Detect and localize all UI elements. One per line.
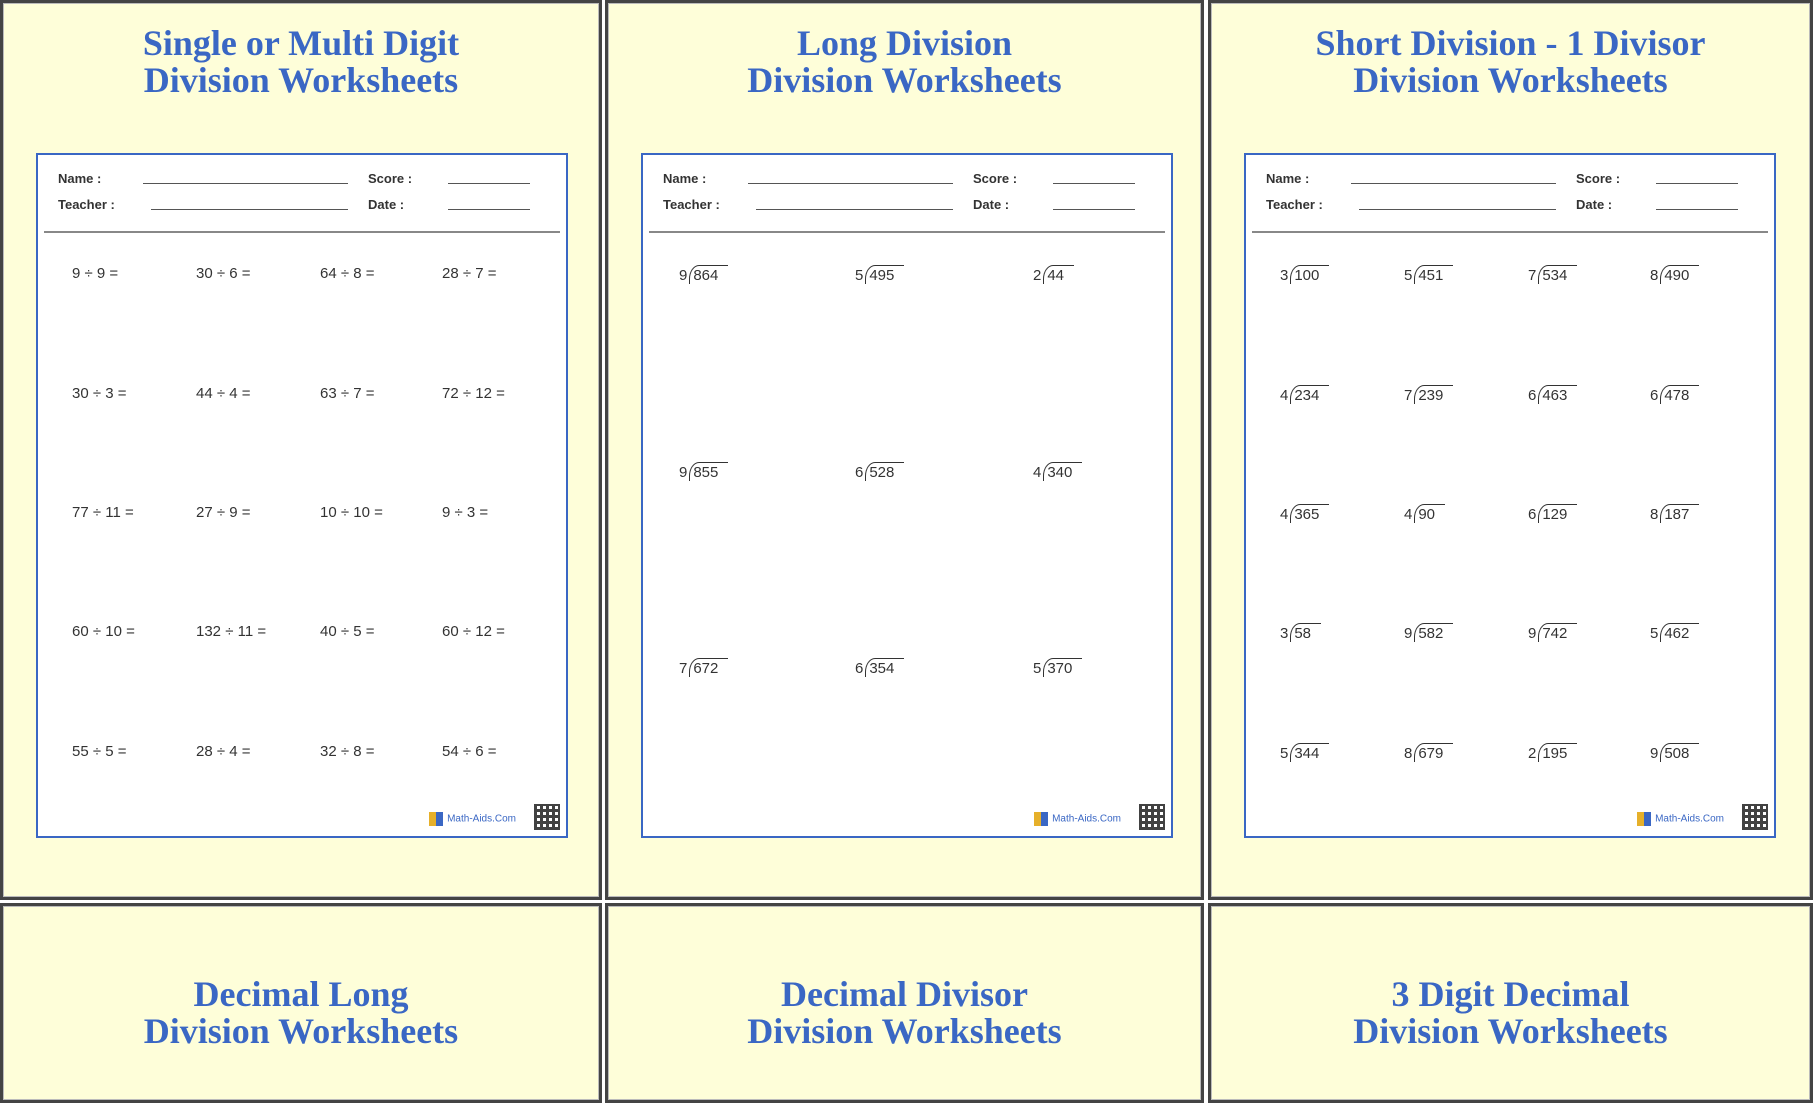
card-decimal-long	[0, 903, 602, 1103]
card-single-multi-digit	[0, 0, 602, 900]
long-division-problem	[1280, 385, 1329, 404]
long-division-problem	[1280, 623, 1321, 642]
header-separator	[44, 231, 560, 233]
long-division-problem	[679, 658, 728, 677]
long-division-problem	[1650, 265, 1699, 284]
division-problem: 30 ÷ 3 =	[72, 385, 127, 402]
math-aids-logo	[1034, 812, 1121, 826]
long-division-problem	[1650, 385, 1699, 404]
division-problem: 32 ÷ 8 =	[320, 743, 375, 760]
date-label: Date :	[368, 197, 405, 212]
dividend: 340	[1043, 462, 1082, 481]
long-division-problem	[1404, 265, 1453, 284]
dividend: 129	[1538, 504, 1577, 523]
worksheet-preview-image[interactable]	[1244, 153, 1776, 838]
long-division-problem	[679, 265, 728, 284]
card-title-line2: Division Worksheets	[143, 60, 459, 100]
divisor: 5	[1404, 267, 1413, 284]
division-problem: 64 ÷ 8 =	[320, 265, 375, 282]
divisor: 6	[1650, 387, 1659, 404]
teacher-line	[1359, 209, 1556, 210]
dividend: 864	[689, 265, 728, 284]
division-problem: 60 ÷ 10 =	[72, 623, 135, 640]
division-problem: 9 ÷ 9 =	[72, 265, 119, 282]
dividend: 855	[689, 462, 728, 481]
divisor: 5	[1280, 745, 1289, 762]
division-problem: 10 ÷ 10 =	[320, 504, 383, 521]
card-short-division	[1208, 0, 1813, 900]
divisor: 9	[1404, 625, 1413, 642]
math-aids-logo-text: Math-Aids.Com	[1052, 813, 1121, 825]
long-division-problem	[1528, 623, 1577, 642]
divisor: 6	[1528, 387, 1537, 404]
long-division-problem	[679, 462, 728, 481]
divisor: 4	[1404, 506, 1413, 523]
score-label: Score :	[368, 171, 413, 186]
long-division-problem	[1528, 265, 1577, 284]
card-title-link[interactable]	[608, 976, 1201, 1050]
date-label: Date :	[1576, 197, 1613, 212]
dividend: 239	[1414, 385, 1453, 404]
long-division-problem	[1650, 504, 1699, 523]
card-decimal-divisor	[605, 903, 1204, 1103]
long-division-problem	[1280, 504, 1329, 523]
dividend: 534	[1538, 265, 1577, 284]
divisor: 8	[1650, 267, 1659, 284]
long-division-problem	[1033, 265, 1074, 284]
division-problem: 72 ÷ 12 =	[442, 385, 505, 402]
math-aids-logo-icon	[1637, 812, 1651, 826]
long-division-problem	[1650, 623, 1699, 642]
division-problem: 28 ÷ 4 =	[196, 743, 251, 760]
divisor: 2	[1528, 745, 1537, 762]
divisor: 4	[1280, 387, 1289, 404]
divisor: 9	[1528, 625, 1537, 642]
teacher-line	[151, 209, 348, 210]
name-label: Name :	[58, 171, 102, 186]
divisor: 4	[1033, 464, 1042, 481]
teacher-label: Teacher :	[1266, 197, 1323, 212]
card-3-digit-decimal	[1208, 903, 1813, 1103]
long-division-problem	[1033, 462, 1082, 481]
long-division-problem	[1280, 265, 1329, 284]
divisor: 6	[1528, 506, 1537, 523]
card-title-link[interactable]	[3, 25, 599, 99]
divisor: 7	[679, 660, 688, 677]
card-title-link[interactable]	[608, 25, 1201, 99]
divisor: 4	[1280, 506, 1289, 523]
name-label: Name :	[1266, 171, 1310, 186]
dividend: 742	[1538, 623, 1577, 642]
teacher-line	[756, 209, 953, 210]
teacher-label: Teacher :	[663, 197, 720, 212]
qr-code-icon	[1139, 804, 1165, 830]
divisor: 9	[1650, 745, 1659, 762]
card-title-line1: Decimal Divisor	[781, 974, 1028, 1014]
card-title-link[interactable]	[3, 976, 599, 1050]
divisor: 9	[679, 267, 688, 284]
divisor: 8	[1650, 506, 1659, 523]
divisor: 5	[855, 267, 864, 284]
divisor: 2	[1033, 267, 1042, 284]
dividend: 451	[1414, 265, 1453, 284]
long-division-problem	[1404, 743, 1453, 762]
math-aids-logo-icon	[429, 812, 443, 826]
long-division-problem	[1033, 658, 1082, 677]
division-problem: 44 ÷ 4 =	[196, 385, 251, 402]
dividend: 234	[1290, 385, 1329, 404]
divisor: 5	[1033, 660, 1042, 677]
card-title-line2: Division Worksheets	[1353, 1011, 1668, 1051]
score-line	[1656, 183, 1738, 184]
dividend: 187	[1660, 504, 1699, 523]
math-aids-logo-icon	[1034, 812, 1048, 826]
worksheet-preview-image[interactable]	[641, 153, 1173, 838]
dividend: 370	[1043, 658, 1082, 677]
dividend: 90	[1414, 504, 1445, 523]
divisor: 3	[1280, 625, 1289, 642]
dividend: 528	[865, 462, 904, 481]
long-division-problem	[1404, 623, 1453, 642]
card-title-line1: 3 Digit Decimal	[1391, 974, 1630, 1014]
dividend: 478	[1660, 385, 1699, 404]
long-division-problem	[1650, 743, 1699, 762]
long-division-problem	[855, 658, 904, 677]
long-division-problem	[855, 462, 904, 481]
date-label: Date :	[973, 197, 1010, 212]
dividend: 490	[1660, 265, 1699, 284]
dividend: 582	[1414, 623, 1453, 642]
card-title-link[interactable]	[1211, 976, 1810, 1050]
score-label: Score :	[1576, 171, 1621, 186]
dividend: 100	[1290, 265, 1329, 284]
division-problem: 27 ÷ 9 =	[196, 504, 251, 521]
division-problem: 63 ÷ 7 =	[320, 385, 375, 402]
dividend: 495	[865, 265, 904, 284]
divisor: 6	[855, 660, 864, 677]
divisor: 5	[1650, 625, 1659, 642]
date-line	[1656, 209, 1738, 210]
dividend: 679	[1414, 743, 1453, 762]
dividend: 195	[1538, 743, 1577, 762]
name-line	[143, 183, 348, 184]
date-line	[1053, 209, 1135, 210]
card-title-line1: Short Division - 1 Divisor	[1315, 23, 1706, 63]
score-label: Score :	[973, 171, 1018, 186]
long-division-problem	[1280, 743, 1329, 762]
dividend: 508	[1660, 743, 1699, 762]
score-line	[448, 183, 530, 184]
card-long-division	[605, 0, 1204, 900]
divisor: 6	[855, 464, 864, 481]
long-division-problem	[1404, 504, 1445, 523]
dividend: 354	[865, 658, 904, 677]
date-line	[448, 209, 530, 210]
dividend: 463	[1538, 385, 1577, 404]
card-title-link[interactable]	[1211, 25, 1810, 99]
dividend: 672	[689, 658, 728, 677]
dividend: 462	[1660, 623, 1699, 642]
score-line	[1053, 183, 1135, 184]
teacher-label: Teacher :	[58, 197, 115, 212]
card-title-line1: Single or Multi Digit	[142, 23, 460, 63]
dividend: 44	[1043, 265, 1074, 284]
divisor: 8	[1404, 745, 1413, 762]
divisor: 7	[1404, 387, 1413, 404]
math-aids-logo-text: Math-Aids.Com	[1655, 813, 1724, 825]
long-division-problem	[855, 265, 904, 284]
long-division-problem	[1528, 743, 1577, 762]
long-division-problem	[1404, 385, 1453, 404]
divisor: 7	[1528, 267, 1537, 284]
card-title-line2: Division Worksheets	[747, 1011, 1062, 1051]
division-problem: 30 ÷ 6 =	[196, 265, 251, 282]
card-title-line2: Division Worksheets	[1353, 60, 1668, 100]
division-problem: 77 ÷ 11 =	[72, 504, 134, 521]
divisor: 3	[1280, 267, 1289, 284]
division-problem: 60 ÷ 12 =	[442, 623, 505, 640]
name-line	[1351, 183, 1556, 184]
qr-code-icon	[1742, 804, 1768, 830]
math-aids-logo	[429, 812, 516, 826]
card-title-line1: Long Division	[796, 23, 1013, 63]
math-aids-logo-text: Math-Aids.Com	[447, 813, 516, 825]
long-division-problem	[1528, 385, 1577, 404]
name-label: Name :	[663, 171, 707, 186]
division-problem: 28 ÷ 7 =	[442, 265, 497, 282]
division-problem: 54 ÷ 6 =	[442, 743, 497, 760]
divisor: 9	[679, 464, 688, 481]
name-line	[748, 183, 953, 184]
header-separator	[649, 231, 1165, 233]
dividend: 344	[1290, 743, 1329, 762]
division-problem: 9 ÷ 3 =	[442, 504, 489, 521]
qr-code-icon	[534, 804, 560, 830]
card-title-line2: Division Worksheets	[747, 60, 1062, 100]
dividend: 58	[1290, 623, 1321, 642]
division-problem: 40 ÷ 5 =	[320, 623, 375, 640]
math-aids-logo	[1637, 812, 1724, 826]
division-problem: 132 ÷ 11 =	[196, 623, 267, 640]
worksheet-preview-image[interactable]	[36, 153, 568, 838]
card-title-line2: Division Worksheets	[143, 1011, 459, 1051]
card-title-line1: Decimal Long	[193, 974, 409, 1014]
long-division-problem	[1528, 504, 1577, 523]
header-separator	[1252, 231, 1768, 233]
division-problem: 55 ÷ 5 =	[72, 743, 127, 760]
dividend: 365	[1290, 504, 1329, 523]
